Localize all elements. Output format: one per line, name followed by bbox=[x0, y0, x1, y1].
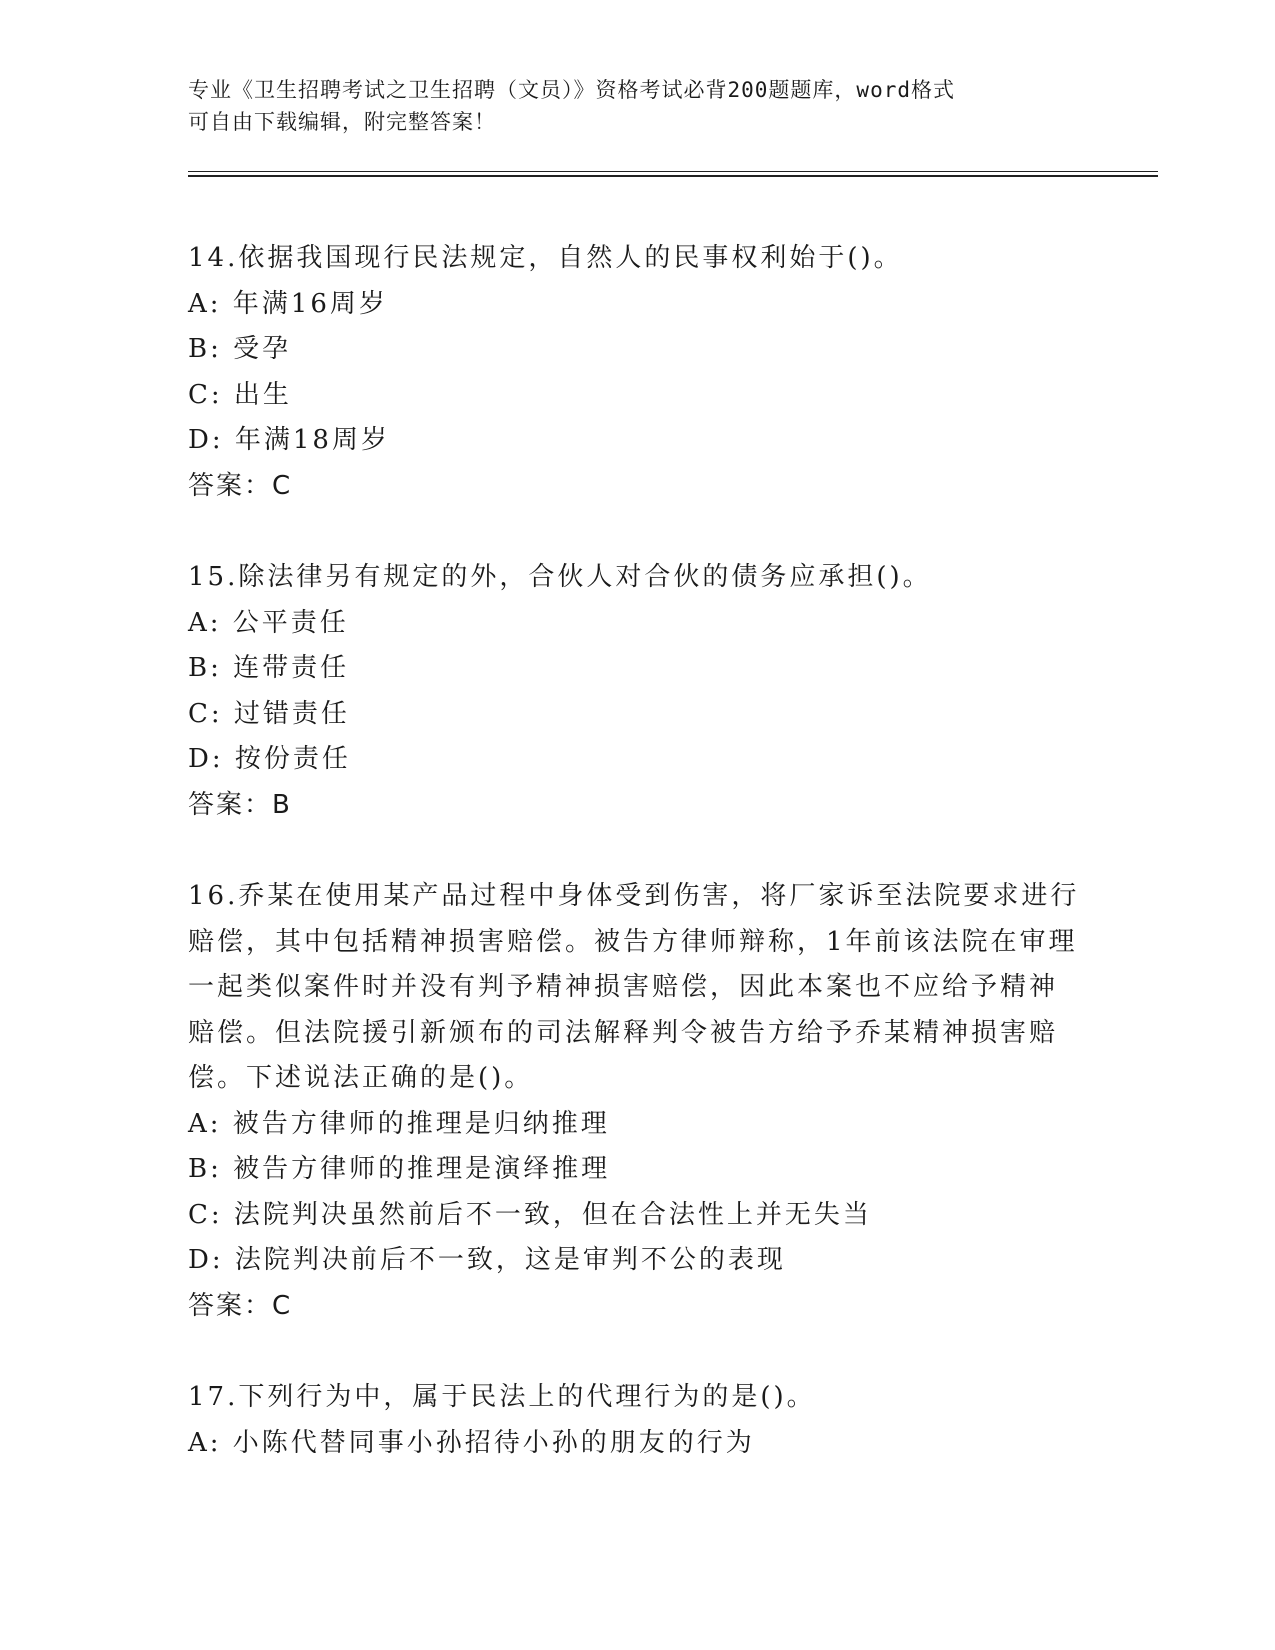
option-d: D: 年满18周岁 bbox=[188, 425, 390, 455]
option-a: A: 年满16周岁 bbox=[188, 288, 388, 319]
option-d: D: 按份责任 bbox=[188, 744, 351, 774]
header-divider-thin bbox=[188, 171, 1158, 172]
option-a: A: 小陈代替同事小孙招待小孙的朋友的行为 bbox=[188, 1427, 755, 1458]
header-line-2: 可自由下载编辑，附完整答案！ bbox=[188, 110, 496, 134]
option-a: A: 被告方律师的推理是归纳推理 bbox=[188, 1108, 610, 1139]
question-stem: 15.除法律另有规定的外，合伙人对合伙的债务应承担()。 bbox=[188, 562, 932, 592]
question-stem-line: 16.乔某在使用某产品过程中身体受到伤害，将厂家诉至法院要求进行 bbox=[188, 881, 1080, 911]
option-b: B: 受孕 bbox=[188, 334, 292, 364]
question-list bbox=[188, 236, 1088, 1512]
question-stem-line: 赔偿，其中包括精神损害赔偿。被告方律师辩称，1年前该法院在审理 bbox=[188, 926, 1078, 957]
option-c: C: 过错责任 bbox=[188, 698, 350, 729]
answer-label: 答案：C bbox=[188, 1290, 293, 1321]
option-d: D: 法院判决前后不一致，这是审判不公的表现 bbox=[188, 1245, 786, 1275]
question-17 bbox=[188, 1375, 1088, 1466]
question-stem: 17.下列行为中，属于民法上的代理行为的是()。 bbox=[188, 1382, 816, 1412]
question-stem-line: 偿。下述说法正确的是()。 bbox=[188, 1063, 534, 1093]
option-c: C: 出生 bbox=[188, 379, 292, 410]
option-c: C: 法院判决虽然前后不一致，但在合法性上并无失当 bbox=[188, 1199, 872, 1230]
option-a: A: 公平责任 bbox=[188, 607, 349, 638]
option-b: B: 连带责任 bbox=[188, 653, 350, 683]
header-line-1: 专业《卫生招聘考试之卫生招聘（文员）》资格考试必背200题题库，word格式 bbox=[188, 78, 955, 102]
document-header bbox=[188, 74, 1068, 138]
answer-label: 答案：B bbox=[188, 789, 292, 820]
option-b: B: 被告方律师的推理是演绎推理 bbox=[188, 1154, 611, 1184]
question-stem: 14.依据我国现行民法规定，自然人的民事权利始于()。 bbox=[188, 243, 903, 273]
question-stem-line: 一起类似案件时并没有判予精神损害赔偿，因此本案也不应给予精神 bbox=[188, 972, 1059, 1002]
header-divider-thick bbox=[188, 175, 1158, 177]
question-stem-line: 赔偿。但法院援引新颁布的司法解释判令被告方给予乔某精神损害赔 bbox=[188, 1017, 1059, 1048]
question-15 bbox=[188, 555, 1088, 828]
question-16 bbox=[188, 874, 1088, 1329]
question-14 bbox=[188, 236, 1088, 509]
answer-label: 答案：C bbox=[188, 470, 293, 501]
